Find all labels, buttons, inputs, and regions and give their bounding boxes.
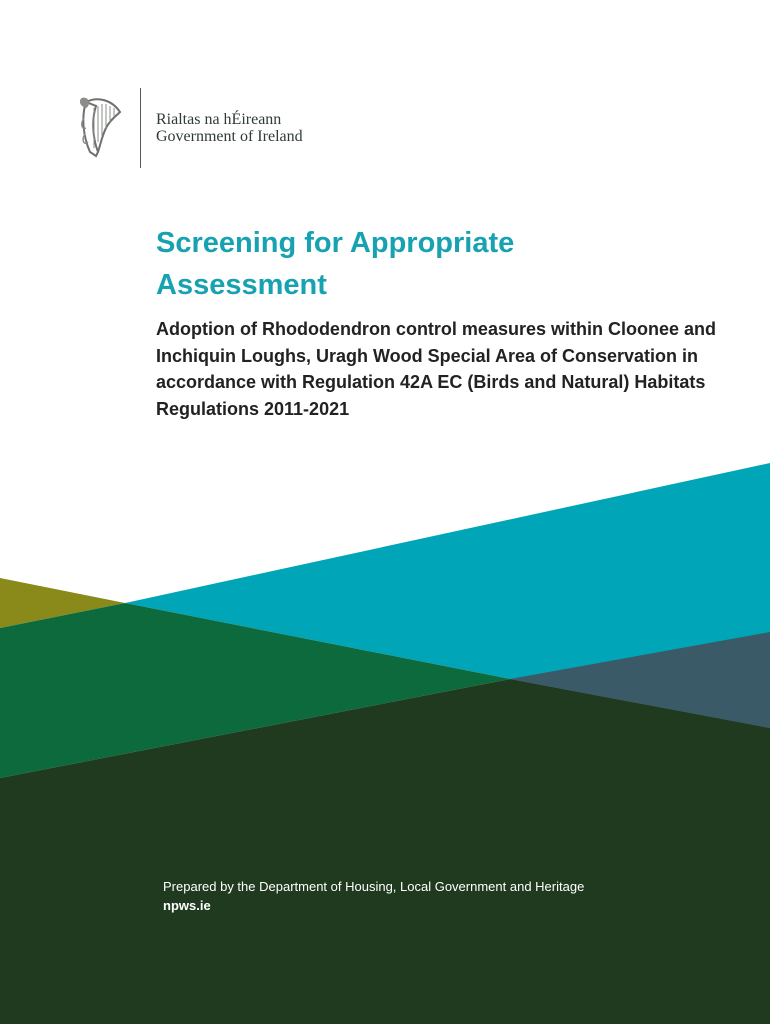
document-subtitle: Adoption of Rhododendron control measures within Cloonee and Inchiquin Loughs, Uragh Wood Special Area of Conservation in accordance with Regulation 42A EC (Birds and Natural) Habitats Regulations 2011-2021 bbox=[156, 319, 716, 419]
logo-divider bbox=[140, 88, 141, 168]
government-name-irish: Rialtas na hÉireann bbox=[156, 111, 282, 128]
harp-icon bbox=[76, 94, 126, 162]
prepared-by-text: Prepared by the Department of Housing, Local Government and Heritage bbox=[163, 879, 585, 894]
website-link[interactable]: npws.ie bbox=[163, 898, 211, 913]
government-name-english: Government of Ireland bbox=[156, 128, 303, 145]
document-title: Screening for Appropriate Assessment bbox=[156, 227, 515, 301]
